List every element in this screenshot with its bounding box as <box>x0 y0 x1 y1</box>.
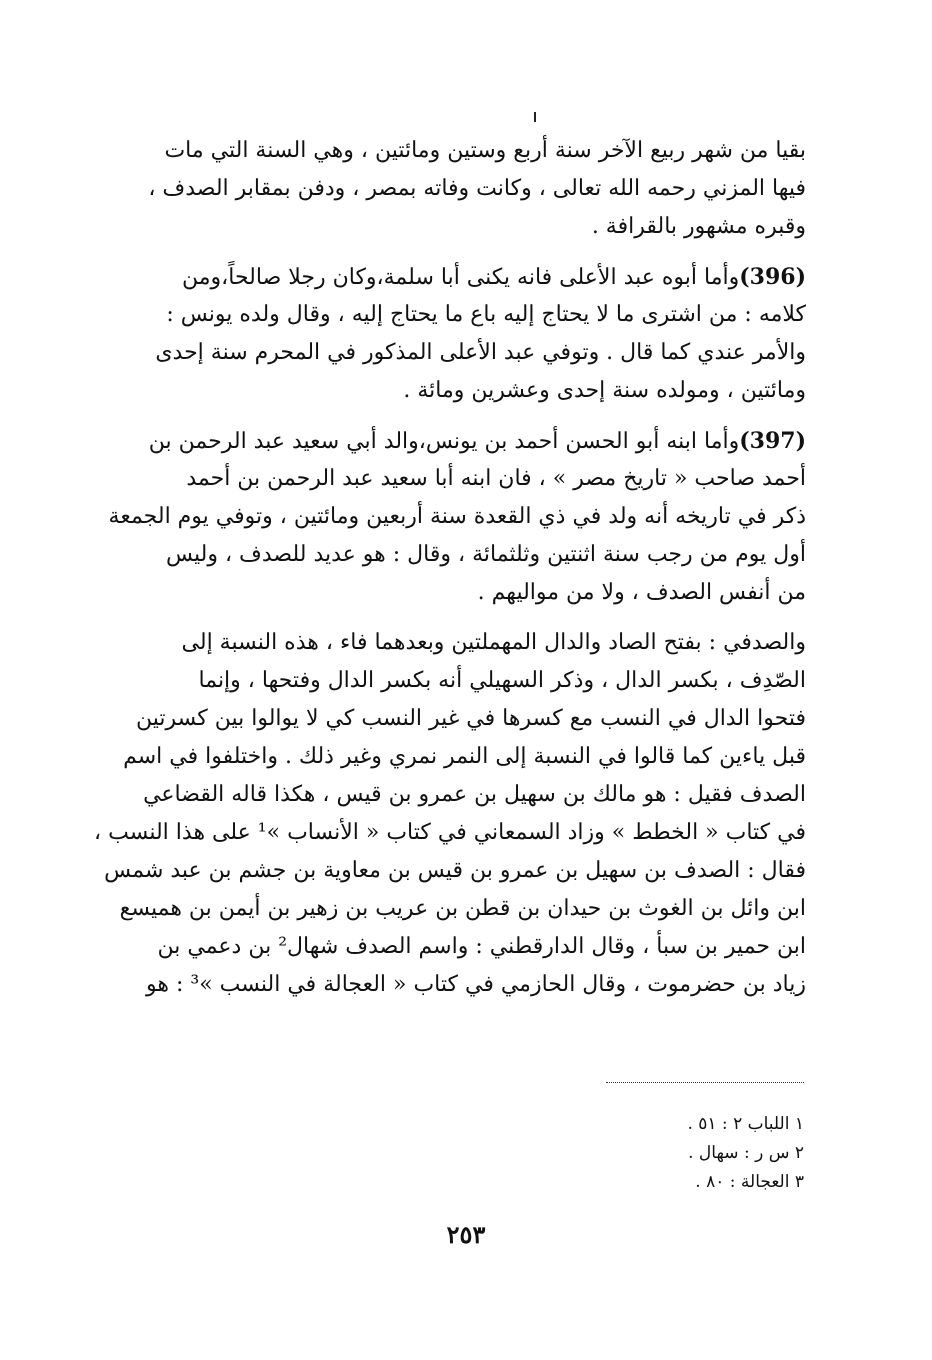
text-line: الصدف فقيل : هو مالك بن سهيل بن عمرو بن قيس ، هكذا قاله القضاعي <box>143 782 806 807</box>
footnotes <box>560 1110 804 1197</box>
text-line: فقال : الصدف بن سهيل بن عمرو بن قيس بن معاوية بن جشم بن عبد شمس <box>104 858 806 883</box>
footnote-3: ٣ العجالة : ٨٠ . <box>695 1172 804 1192</box>
entry-number: (397) <box>739 428 806 454</box>
text-line: ابن حمير بن سبأ ، وقال الدارقطني : واسم الصدف شهال² بن دعمي بن <box>157 934 806 959</box>
text-line: وقبره مشهور بالقرافة . <box>591 214 806 239</box>
footnote-2: ٢ س ر : سهال . <box>688 1143 804 1163</box>
text-line: بقيا من شهر ربيع الآخر سنة أربع وستين ومائتين ، وهي السنة التي مات <box>164 138 806 163</box>
text-line: والأمر عندي كما قال . وتوفي عبد الأعلى المذكور في المحرم سنة إحدى <box>155 340 806 365</box>
paragraph-entry-396 <box>130 258 806 410</box>
entry-number: (396) <box>739 264 806 290</box>
main-text <box>94 132 806 1004</box>
text-line: والصدفي : بفتح الصاد والدال المهملتين وبعدهما فاء ، هذه النسبة إلى <box>181 630 806 655</box>
footnote-1: ١ اللباب ٢ : ٥١ . <box>687 1114 804 1134</box>
paragraph-sadafi <box>94 624 806 1004</box>
text-line: ابن وائل بن الغوث بن حيدان بن قطن بن عريب بن زهير بن أيمن بن هميسع <box>119 896 806 921</box>
text-line: كلامه : من اشترى ما لا يحتاج إليه باع ما يحتاج إليه ، وقال ولده يونس : <box>166 302 806 327</box>
text-line: زياد بن حضرموت ، وقال الحازمي في كتاب « العجالة في النسب »³ : هو <box>146 972 806 997</box>
text-line: ذكر في تاريخه أنه ولد في ذي القعدة سنة أربعين ومائتين ، وتوفي يوم الجمعة <box>108 504 806 529</box>
page-number: ٢٥٣ <box>446 1220 486 1249</box>
paragraph-1 <box>130 132 806 246</box>
footnote-divider <box>606 1082 804 1083</box>
text-line: فيها المزني رحمه الله تعالى ، وكانت وفاته بمصر ، ودفن بمقابر الصدف ، <box>148 176 806 201</box>
text-line: أول يوم من رجب سنة اثنتين وثلثمائة ، وقال : هو عديد للصدف ، وليس <box>165 542 806 567</box>
text-line: قبل ياءين كما قالوا في النسبة إلى النمر نمري وغير ذلك . واختلفوا في اسم <box>123 744 806 769</box>
text-line: من أنفس الصدف ، ولا من مواليهم . <box>477 580 806 605</box>
paragraph-entry-397 <box>108 422 806 612</box>
text-line: في كتاب « الخطط » وزاد السمعاني في كتاب « الأنساب »¹ على هذا النسب ، <box>94 820 806 845</box>
text-line: وأما أبوه عبد الأعلى فانه يكنى أبا سلمة،وكان رجلا صالحاً،ومن <box>182 265 740 290</box>
top-margin-mark <box>534 112 536 122</box>
text-line: الصّدِف ، بكسر الدال ، وذكر السهيلي أنه بكسر الدال وفتحها ، وإنما <box>198 668 806 693</box>
text-line: فتحوا الدال في النسب مع كسرها في غير النسب كي لا يوالوا بين كسرتين <box>136 706 806 731</box>
text-line-with-entry <box>130 422 806 460</box>
text-line-with-entry <box>130 258 806 296</box>
text-line: ومائتين ، ومولده سنة إحدى وعشرين ومائة . <box>403 378 806 403</box>
text-line: وأما ابنه أبو الحسن أحمد بن يونس،والد أبي سعيد عبد الرحمن بن <box>148 429 740 454</box>
text-line: أحمد صاحب « تاريخ مصر » ، فان ابنه أبا سعيد عبد الرحمن بن أحمد <box>186 466 806 491</box>
